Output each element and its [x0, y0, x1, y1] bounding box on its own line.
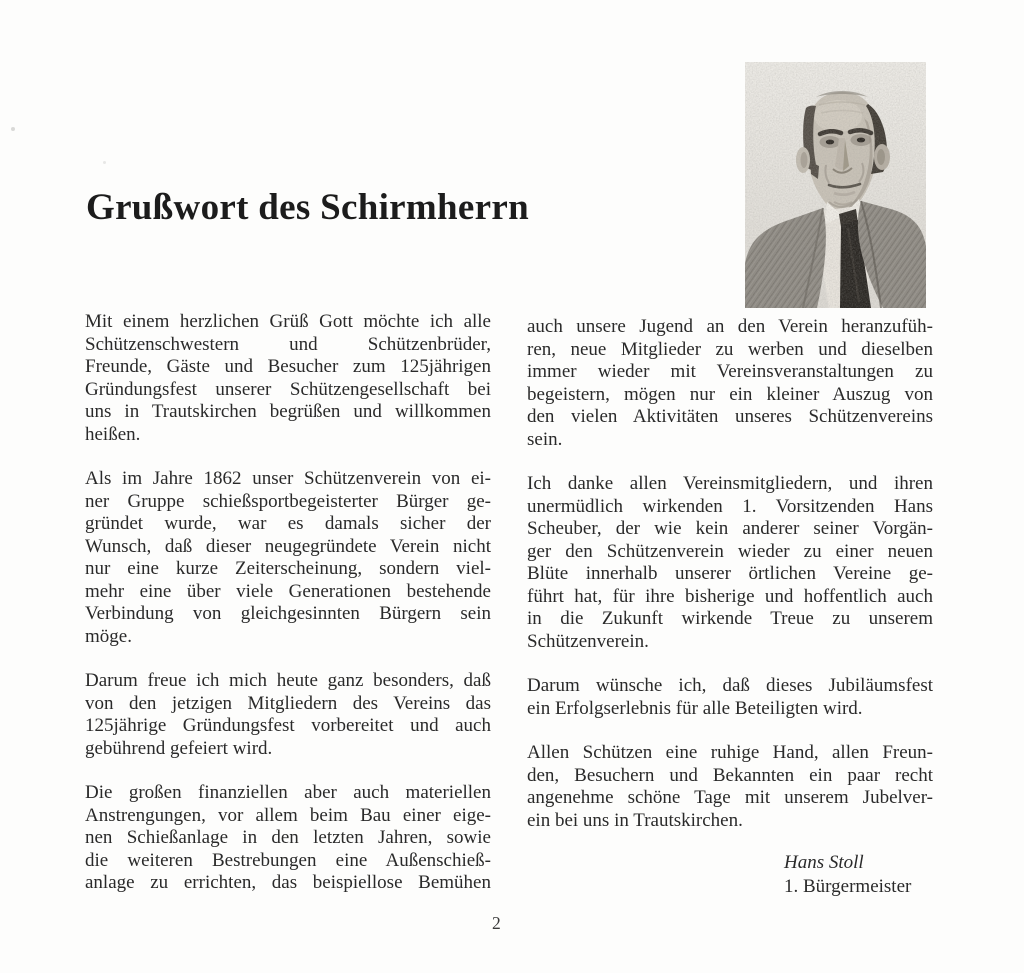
text-line: gebührend gefeiert wird.	[85, 737, 273, 759]
text-column-left	[85, 311, 491, 895]
text-line: Die großen finanziellen aber auch materiellen	[85, 782, 491, 803]
text-line: Blüte innerhalb unserer örtlichen Vereine ge-	[527, 563, 933, 584]
signature-block	[784, 851, 911, 898]
text-line: Darum wünsche ich, daß dieses Jubiläumsfest	[527, 675, 933, 696]
text-line: unermüdlich wirkenden 1. Vorsitzenden Hans	[527, 495, 933, 517]
text-line: Wunsch, daß dieser neugegründete Verein nicht	[85, 535, 491, 557]
text-line: 125jährige Gründungsfest vorbereitet und auch	[85, 715, 491, 736]
text-line: Mit einem herzlichen Grüß Gott möchte ich alle	[85, 311, 491, 332]
text-line: den vielen Aktivitäten unseres Schützenvereins	[527, 406, 933, 427]
text-line: auch unsere Jugend an den Verein heranzufüh-	[527, 316, 933, 337]
text-line: begeistern, mögen nur ein kleiner Auszug von	[527, 383, 933, 405]
text-line: Scheuber, der wie kein anderer seiner Vorgän-	[527, 518, 933, 539]
text-line: ner Gruppe schießsportbegeisterter Bürger ge-	[85, 490, 491, 512]
text-line: Allen Schützen eine ruhige Hand, allen Freun-	[527, 742, 933, 763]
paragraph	[527, 473, 933, 653]
text-line: nur eine kurze Zeiterscheinung, sondern viel-	[85, 558, 491, 579]
paragraph	[85, 782, 491, 895]
text-line: von den jetzigen Mitgliedern des Vereins das	[85, 692, 491, 714]
text-line: uns in Trautskirchen begrüßen und willkommen	[85, 401, 491, 422]
text-line: Als im Jahre 1862 unser Schützenverein von ei-	[85, 468, 491, 489]
portrait-illustration	[745, 62, 926, 308]
text-line: Schützenverein.	[527, 630, 649, 652]
paragraph	[527, 742, 933, 832]
text-line: ein bei uns in Trautskirchen.	[527, 809, 743, 831]
text-line: nen Schießanlage in den letzten Jahren, sowie	[85, 827, 491, 848]
text-line: Freunde, Gäste und Besucher zum 125jährigen	[85, 356, 491, 377]
text-line: ein Erfolgserlebnis für alle Beteiligten wird.	[527, 697, 863, 719]
text-line: Anstrengungen, vor allem beim Bau einer eige-	[85, 804, 491, 826]
text-line: Gründungsfest unserer Schützengesellschaft bei	[85, 378, 491, 400]
text-line: ger den Schützenverein wieder zu einer neuen	[527, 540, 933, 562]
signature-name: Hans Stoll	[784, 852, 864, 873]
text-line: die weiteren Bestrebungen eine Außenschieß-	[85, 849, 491, 871]
text-line: sein.	[527, 428, 563, 450]
text-line: angenehme schöne Tage mit unserem Jubelver-	[527, 787, 933, 808]
paragraph	[85, 311, 491, 446]
paper-speck	[11, 127, 15, 131]
text-line: heißen.	[85, 423, 141, 445]
text-line: möge.	[85, 625, 132, 647]
paragraph	[527, 316, 933, 451]
text-column-right	[527, 316, 933, 832]
page-title: Grußwort des Schirmherrn	[86, 187, 529, 228]
text-line: in die Zukunft wirkende Treue zu unserem	[527, 608, 933, 629]
text-line: gründet wurde, war es damals sicher der	[85, 513, 491, 534]
signature-role: 1. Bürgermeister	[784, 875, 912, 897]
text-line: mehr eine über viele Generationen bestehende	[85, 580, 491, 602]
portrait-photo	[745, 62, 926, 308]
paragraph	[85, 468, 491, 648]
page-number: 2	[492, 913, 501, 933]
text-line: immer wieder mit Vereinsveranstaltungen zu	[527, 361, 933, 382]
text-line: den, Besuchern und Bekannten ein paar recht	[527, 764, 933, 786]
text-line: führt hat, für ihre bisherige und hoffentlich auch	[527, 585, 933, 607]
paragraph	[85, 670, 491, 760]
paragraph	[527, 675, 933, 720]
text-line: Verbindung von gleichgesinnten Bürgern sein	[85, 603, 491, 624]
text-line: anlage zu errichten, das beispiellose Bemühen	[85, 872, 491, 893]
text-line: ren, neue Mitglieder zu werben und dieselben	[527, 338, 933, 360]
text-line: Schützenschwestern und Schützenbrüder,	[85, 333, 491, 355]
text-line: Ich danke allen Vereinsmitgliedern, und ihren	[527, 473, 933, 494]
text-line: Darum freue ich mich heute ganz besonders, daß	[85, 670, 491, 691]
paper-speck	[103, 161, 106, 164]
